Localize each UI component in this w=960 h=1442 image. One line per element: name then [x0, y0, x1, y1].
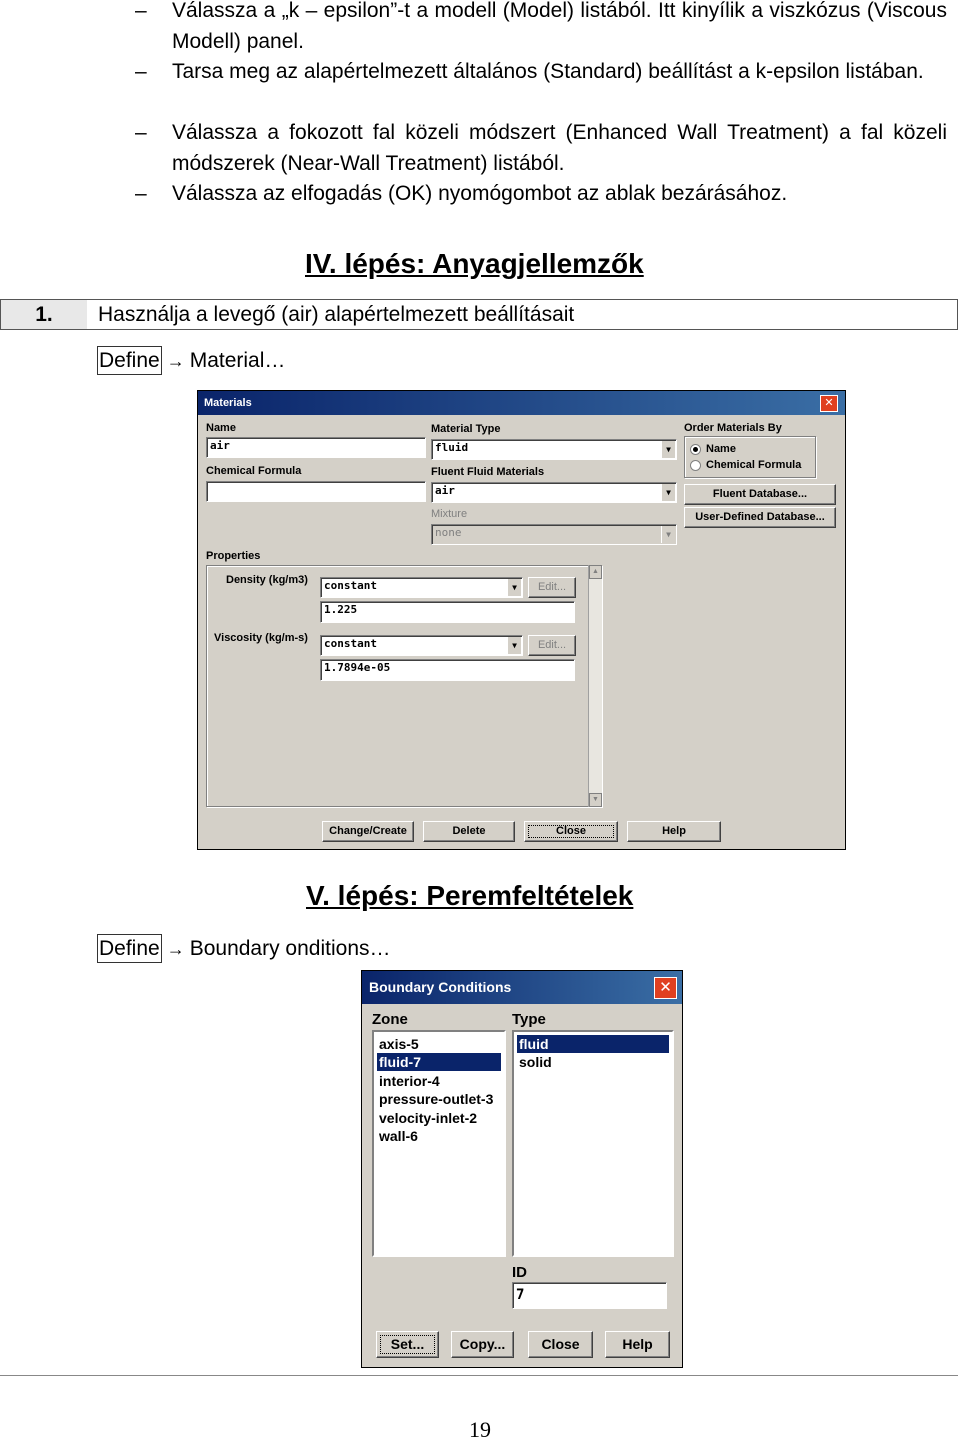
copy-button[interactable]: Copy...	[451, 1331, 514, 1358]
dash-icon: –	[135, 182, 147, 205]
material-type-value: fluid	[435, 441, 469, 454]
material-menu-item: Material…	[189, 349, 286, 372]
boundary-titlebar	[362, 971, 682, 1004]
density-method-select[interactable]	[320, 577, 523, 598]
chevron-down-icon[interactable]: ▼	[661, 484, 675, 501]
viscosity-value-input[interactable]: 1.7894e-05	[320, 659, 575, 681]
boundary-conditions-dialog	[361, 970, 683, 1368]
close-icon[interactable]: ✕	[654, 977, 677, 999]
step4-heading: IV. lépés: Anyagjellemzők	[305, 248, 644, 279]
mixture-label: Mixture	[431, 508, 468, 520]
chemical-formula-input[interactable]	[206, 481, 426, 502]
close-button[interactable]: Close	[528, 1331, 593, 1358]
materials-dialog	[197, 390, 846, 850]
viscosity-edit-button: Edit...	[528, 635, 576, 656]
page-number: 19	[469, 1417, 491, 1442]
properties-label: Properties	[206, 550, 261, 562]
density-edit-button: Edit...	[528, 577, 576, 598]
order-by-label: Order Materials By	[684, 422, 782, 434]
scroll-up-icon[interactable]: ▲	[589, 565, 602, 579]
fluent-fluid-materials-select[interactable]	[431, 482, 677, 503]
order-chemical-formula-label: Chemical Formula	[706, 459, 802, 471]
order-chemical-formula-radio[interactable]	[690, 460, 701, 471]
viscosity-method-select[interactable]	[320, 635, 523, 656]
zone-label: Zone	[372, 1011, 408, 1028]
list-item[interactable]: fluid-7	[377, 1053, 501, 1071]
delete-button[interactable]: Delete	[423, 821, 515, 842]
materials-titlebar	[198, 391, 845, 415]
bullet-item	[135, 0, 947, 57]
fluent-fluid-materials-label: Fluent Fluid Materials	[431, 466, 545, 478]
material-type-label: Material Type	[431, 423, 501, 435]
user-defined-database-button[interactable]: User-Defined Database...	[684, 507, 836, 528]
step5-heading: V. lépés: Peremfeltételek	[306, 880, 634, 911]
order-name-radio[interactable]	[690, 444, 701, 455]
step4-item-text: Használja a levegő (air) alapértelmezett beállításait	[98, 303, 575, 326]
chevron-down-icon[interactable]: ▼	[661, 441, 675, 458]
chevron-down-icon: ▼	[661, 526, 675, 543]
bullet-text: Válassza a fokozott fal közeli módszert (Enhanced Wall Treatment) a fal közeli módszerek (Near-Wall Treatment) listából.	[172, 121, 947, 175]
step4-menu-path	[97, 346, 285, 376]
bullet-text: Válassza az elfogadás (OK) nyomógombot az ablak bezárásához.	[172, 182, 788, 205]
dash-icon: –	[135, 60, 147, 83]
close-button[interactable]: Close	[524, 821, 618, 842]
fluent-fluid-materials-value: air	[435, 484, 455, 497]
mixture-select	[431, 524, 677, 545]
fluent-database-button[interactable]: Fluent Database...	[684, 484, 836, 505]
id-input[interactable]: 7	[512, 1282, 667, 1309]
step4-item-number: 1.	[1, 300, 87, 329]
help-button[interactable]: Help	[605, 1331, 670, 1358]
chevron-down-icon[interactable]: ▼	[507, 637, 521, 654]
list-item[interactable]: velocity-inlet-2	[379, 1110, 478, 1126]
properties-scrollbar[interactable]	[588, 565, 602, 807]
type-list[interactable]	[512, 1030, 674, 1257]
define-menu: Define	[97, 934, 162, 963]
materials-title: Materials	[204, 397, 252, 409]
bullet-item	[135, 57, 947, 118]
boundary-title: Boundary Conditions	[369, 979, 512, 995]
step5-menu-path	[97, 934, 391, 964]
step4-item	[0, 299, 958, 330]
list-item[interactable]: axis-5	[379, 1036, 419, 1052]
bullet-text: Válassza a „k – epsilon”-t a modell (Model) listából. Itt kinyílik a viszkózus (Viscous Modell) panel.	[172, 0, 947, 53]
list-item[interactable]: solid	[519, 1054, 552, 1070]
order-by-group	[684, 436, 816, 478]
list-item[interactable]: fluid	[517, 1035, 669, 1053]
density-label: Density (kg/m3)	[226, 574, 308, 586]
define-menu: Define	[97, 346, 162, 375]
bullet-item	[135, 179, 947, 210]
density-method-value: constant	[324, 579, 377, 592]
set-button[interactable]: Set...	[376, 1331, 439, 1358]
chemical-formula-label: Chemical Formula	[206, 465, 302, 477]
viscosity-method-value: constant	[324, 637, 377, 650]
bullet-text: Tarsa meg az alapértelmezett általános (Standard) beállítást a k-epsilon listában.	[172, 60, 924, 83]
dash-icon: –	[135, 0, 147, 22]
material-type-select[interactable]	[431, 439, 677, 460]
list-item[interactable]: interior-4	[379, 1073, 440, 1089]
close-icon[interactable]: ✕	[820, 395, 838, 412]
scroll-down-icon[interactable]: ▼	[589, 793, 602, 807]
order-name-label: Name	[706, 443, 736, 455]
change-create-button[interactable]: Change/Create	[322, 821, 414, 842]
zone-list[interactable]	[372, 1030, 506, 1257]
type-label: Type	[512, 1011, 546, 1028]
name-label: Name	[206, 422, 236, 434]
viscosity-label: Viscosity (kg/m-s)	[214, 632, 308, 644]
arrow-icon: →	[166, 939, 185, 959]
radio-dot	[693, 447, 698, 452]
dash-icon: –	[135, 121, 147, 144]
id-label: ID	[512, 1264, 527, 1281]
mixture-value: none	[435, 526, 462, 539]
bullet-item	[135, 118, 947, 179]
chevron-down-icon[interactable]: ▼	[507, 579, 521, 596]
density-value-input[interactable]: 1.225	[320, 601, 575, 623]
list-item[interactable]: pressure-outlet-3	[379, 1091, 494, 1107]
name-input[interactable]: air	[206, 437, 426, 458]
help-button[interactable]: Help	[627, 821, 721, 842]
arrow-icon: →	[166, 351, 185, 371]
footer-rule	[0, 1375, 958, 1376]
boundary-conditions-menu-item: Boundary onditions…	[189, 937, 391, 960]
list-item[interactable]: wall-6	[379, 1128, 418, 1144]
